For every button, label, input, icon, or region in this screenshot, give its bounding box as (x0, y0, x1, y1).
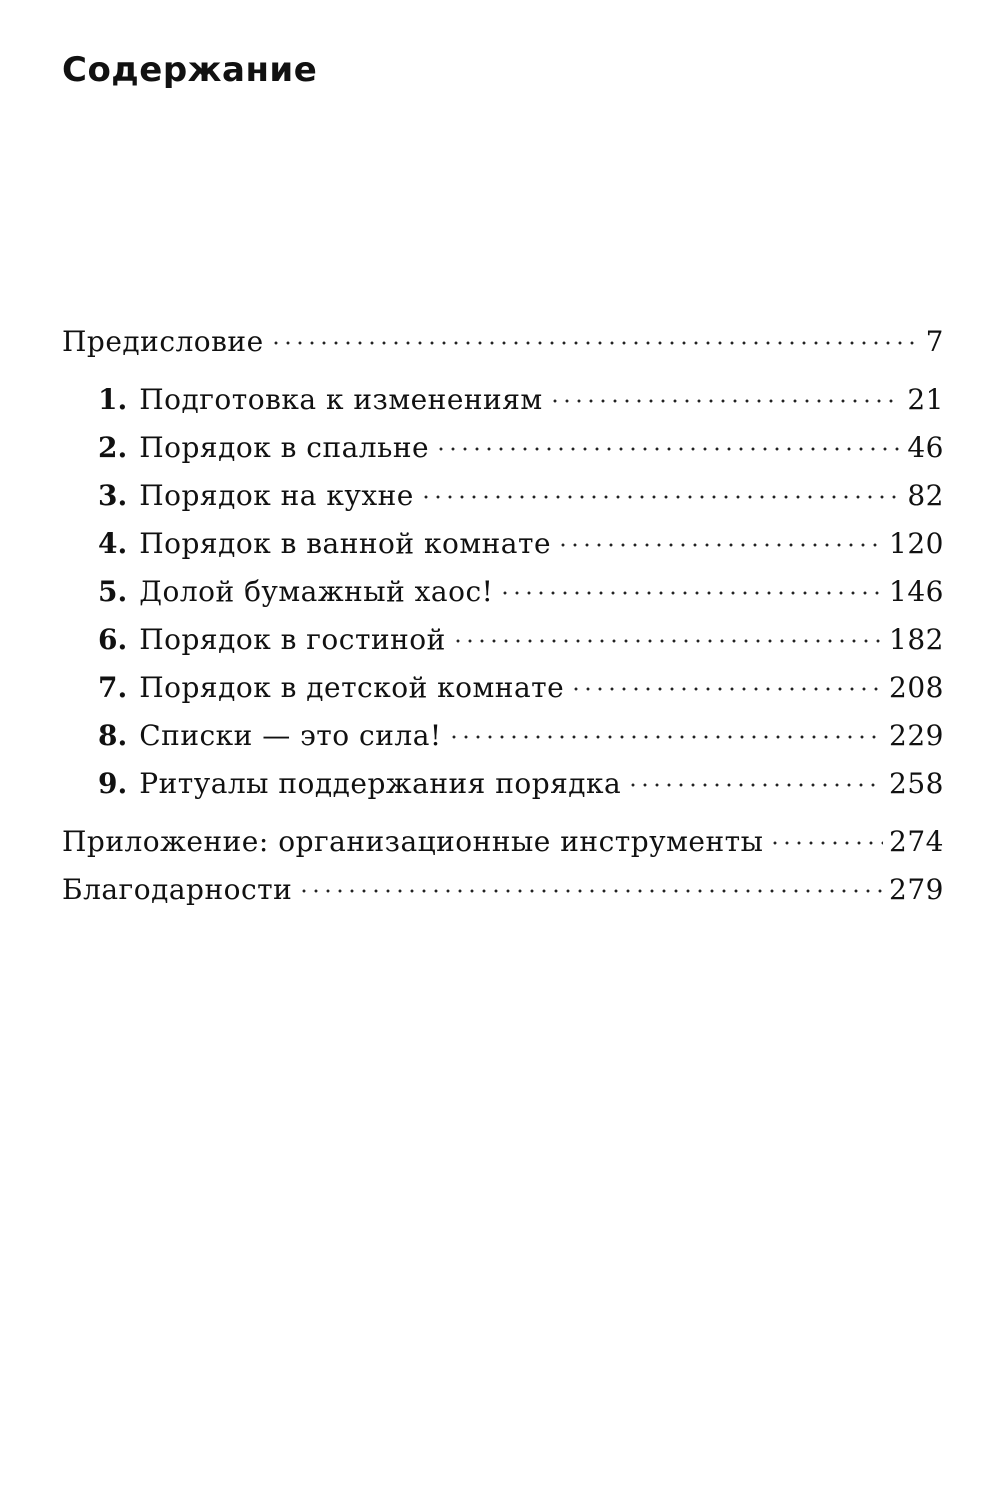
toc-entry-acknowledgements[interactable] (62, 866, 944, 914)
toc-entry-page: 7 (925, 325, 944, 358)
dot-leader (270, 341, 920, 345)
toc-entry-chapter-6[interactable] (62, 616, 944, 664)
dot-leader (769, 841, 883, 845)
chapter-number: 5. (98, 575, 128, 608)
chapter-number: 8. (98, 719, 128, 752)
toc-entry-chapter-2[interactable] (62, 424, 944, 472)
dot-leader (448, 735, 883, 739)
toc-entry-page: 279 (889, 873, 944, 906)
toc-entry-label: Порядок в ванной комнате (139, 527, 552, 560)
toc-entry-chapter-5[interactable] (62, 568, 944, 616)
dot-leader (549, 399, 902, 403)
toc-entry-page: 182 (889, 623, 944, 656)
toc-entry-chapter-4[interactable] (62, 520, 944, 568)
dot-leader (557, 543, 883, 547)
chapter-number: 4. (98, 527, 128, 560)
toc-entry-page: 146 (889, 575, 944, 608)
toc-entry-label: Порядок в детской комнате (139, 671, 565, 704)
toc-entry-page: 82 (907, 479, 944, 512)
toc-entry-page: 46 (907, 431, 944, 464)
toc-entry-label: Порядок в спальне (139, 431, 430, 464)
chapter-number: 7. (98, 671, 128, 704)
toc-entry-chapter-8[interactable] (62, 712, 944, 760)
toc-entry-label: Приложение: организационные инструменты (62, 825, 764, 858)
toc-entry-label: Порядок на кухне (139, 479, 414, 512)
chapter-number: 6. (98, 623, 128, 656)
toc-entry-label: Ритуалы поддержания порядка (139, 767, 622, 800)
toc-entry-chapter-7[interactable] (62, 664, 944, 712)
toc-entry-page: 120 (889, 527, 944, 560)
toc-entry-label: Подготовка к изменениям (139, 383, 543, 416)
dot-leader (298, 889, 883, 893)
chapter-number: 3. (98, 479, 128, 512)
toc-entry-label: Списки — это сила! (139, 719, 442, 752)
page-title: Содержание (62, 50, 318, 90)
toc-entry-page: 208 (889, 671, 944, 704)
toc-entry-chapter-1[interactable] (62, 376, 944, 424)
toc-entry-page: 274 (889, 825, 944, 858)
dot-leader (420, 495, 902, 499)
table-of-contents (62, 318, 944, 914)
chapter-number: 9. (98, 767, 128, 800)
toc-entry-label: Благодарности (62, 873, 293, 906)
toc-entry-page: 21 (907, 383, 944, 416)
toc-entry-page: 229 (889, 719, 944, 752)
toc-entry-chapter-3[interactable] (62, 472, 944, 520)
toc-entry-preface[interactable] (62, 318, 944, 366)
toc-entry-appendix[interactable] (62, 818, 944, 866)
toc-entry-label: Порядок в гостиной (139, 623, 446, 656)
dot-leader (627, 783, 883, 787)
toc-entry-label: Предисловие (62, 325, 264, 358)
dot-leader (499, 591, 883, 595)
dot-leader (570, 687, 883, 691)
dot-leader (452, 639, 883, 643)
dot-leader (435, 447, 901, 451)
chapter-number: 1. (98, 383, 128, 416)
chapter-number: 2. (98, 431, 128, 464)
toc-entry-chapter-9[interactable] (62, 760, 944, 808)
toc-entry-page: 258 (889, 767, 944, 800)
toc-entry-label: Долой бумажный хаос! (139, 575, 494, 608)
